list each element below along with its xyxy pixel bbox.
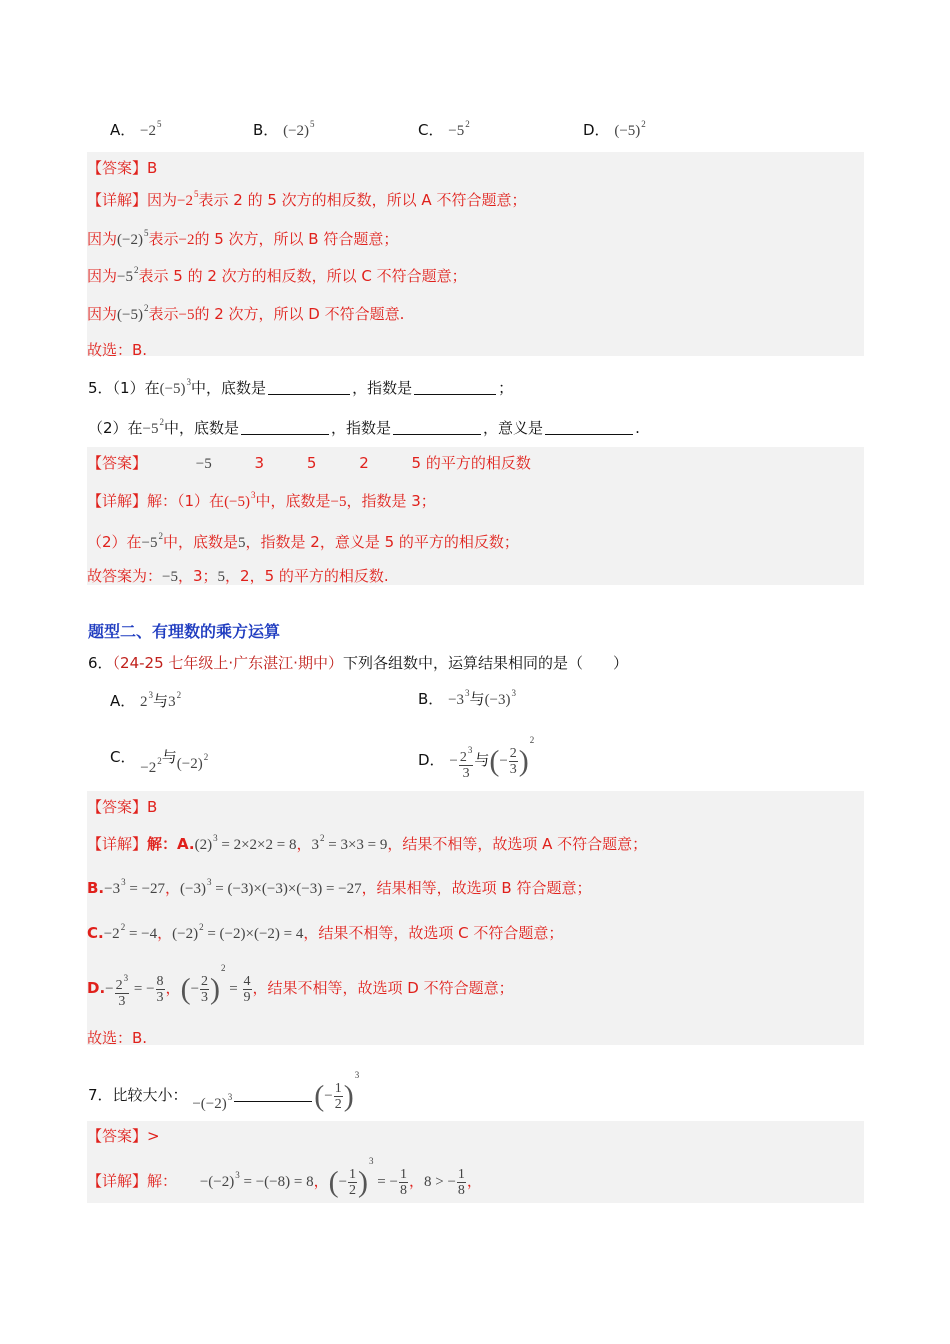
q6-option-a: A． $2^3$与$3^2$ <box>110 690 182 710</box>
q6-option-d: D． − $\frac{2^3}{3}$ 与(− $\frac{2}{3}$ )$^2$ <box>418 735 535 781</box>
q4-option-c: C． $-5^2$ <box>418 119 470 139</box>
q7-answer-box <box>87 1121 864 1203</box>
q6-answer: 【答案】B <box>87 798 158 816</box>
q6-detail-a: 【详解】解：$A.(2)^3 = 2\times 2\times 2 = 8$，$3^2 = 3\times 3 = 9$，结果不相等，故选项 A 不符合题意； <box>87 833 648 853</box>
q4-detail-line-1: 【详解】因为$-2^5$表示 2 的 5 次方的相反数，所以 A 不符合题意； <box>87 189 527 209</box>
q4-detail-line-3: 因为$-5^2$表示 5 的 2 次方的相反数，所以 C 不符合题意； <box>87 265 467 285</box>
q6-detail-d: D.− $\frac{2^3}{3}$ = − $\frac{8}{3}$ ，(− $\frac{2}{3}$ )$^2$ = $\frac{4}{9}$ ，结果不相等，故选项 D 不符合题意； <box>87 963 514 1009</box>
q7-detail: 【详解】解： $-(-2)^3 = -(-8) = 8$，(− $\frac{1}{2}$ )$^3$ = − $\frac{1}{8}$ ，8 > − $\frac{1}{8}$ ， <box>87 1156 482 1199</box>
q6-conclusion: 故选：B. <box>87 1029 148 1047</box>
q5-conclusion: 故答案为：−5，3；5，2，5 的平方的相反数. <box>87 567 389 585</box>
q6-option-b: B． $-3^3$与$(-3)^3$ <box>418 688 517 708</box>
q5-answer-box <box>87 447 864 585</box>
q6-stem: 6．（24-25 七年级上·广东湛江·期中）下列各组数中，运算结果相同的是（ ） <box>88 654 628 672</box>
q4-answer: 【答案】B <box>87 159 158 177</box>
q7-answer: 【答案】> <box>87 1127 160 1145</box>
q4-detail-line-4: 因为$(-5)^2$表示−5的 2 次方，所以 D 不符合题意. <box>87 303 405 323</box>
q4-conclusion: 故选：B. <box>87 341 148 359</box>
q6-detail-c: $C.-2^2 = -4$，$(-2)^2 = (-2)\times(-2) = 4$，结果不相等，故选项 C 不符合题意； <box>87 922 564 942</box>
q4-option-a: A． $-2^5$ <box>110 119 162 139</box>
q6-detail-b: $B.-3^3 = -27$，$(-3)^3 = (-3)\times(-3)\times(-3) = -27$，结果相等，故选项 B 符合题意； <box>87 877 592 897</box>
q5-detail-2: （2）在$-5^2$中，底数是5，指数是 2，意义是 5 的平方的相反数； <box>87 531 519 551</box>
q4-detail-line-2: 因为$(-2)^5$表示−2的 5 次方，所以 B 符合题意； <box>87 228 399 248</box>
q4-option-d: D． $(-5)^2$ <box>583 119 646 139</box>
q5-part1: 5．（1）在$(-5)^3$中，底数是 ，指数是 ； <box>88 377 514 397</box>
q7-stem: 7．比较大小： $-(-2)^3$ (− $\frac{1}{2}$ )$^3$ <box>88 1070 360 1113</box>
q6-option-c: C． $-2^2$与$(-2)^2$ <box>110 748 209 776</box>
q5-part2: （2）在$-5^2$中，底数是 ，指数是 ，意义是 . <box>88 417 640 437</box>
q5-answer: 【答案】 −5 3 5 2 5 的平方的相反数 <box>87 454 531 472</box>
q4-answer-box <box>87 152 864 359</box>
q4-option-b: B． $(-2)^5$ <box>253 119 315 139</box>
q5-detail-1: 【详解】解：（1）在$(-5)^3$中，底数是−5，指数是 3； <box>87 490 436 510</box>
section-heading: 题型二、有理数的乘方运算 <box>88 622 281 641</box>
q6-answer-box <box>87 791 864 1045</box>
